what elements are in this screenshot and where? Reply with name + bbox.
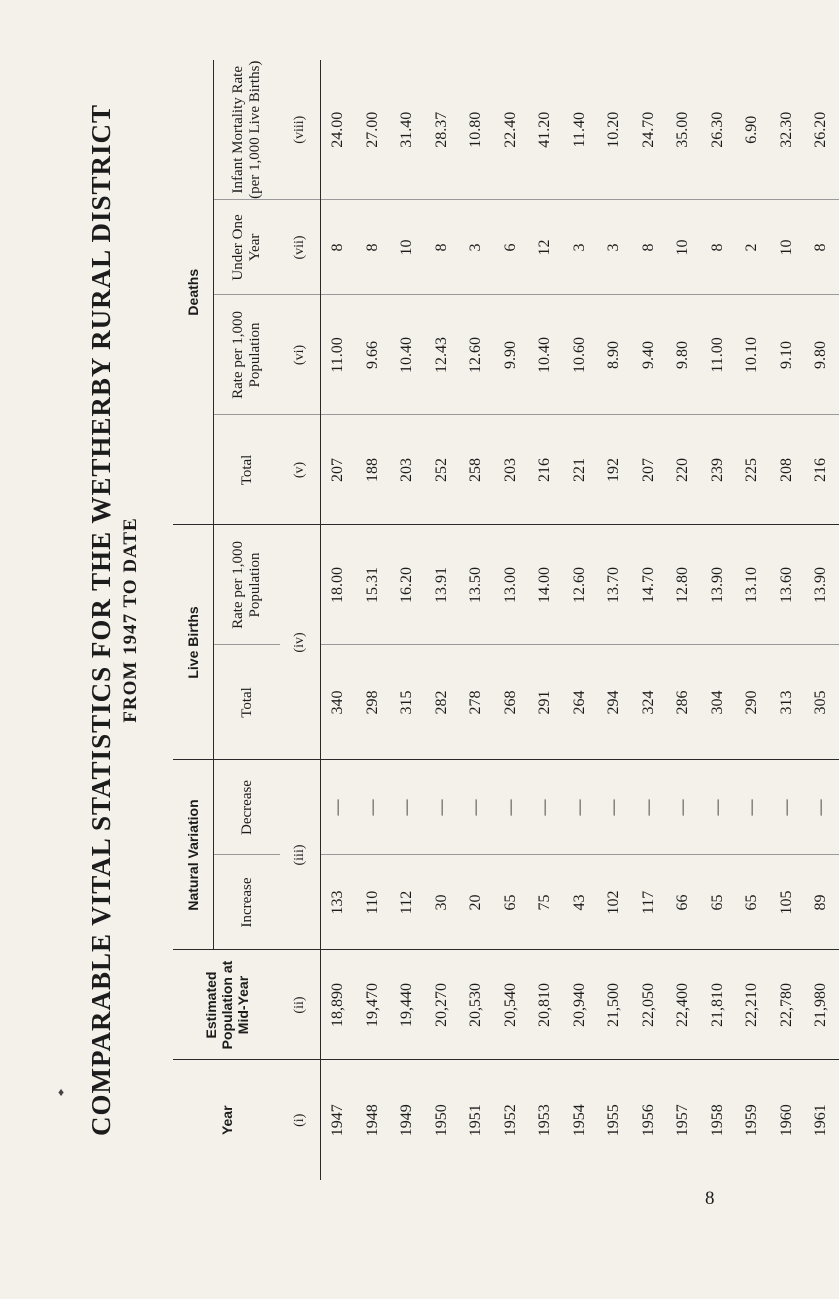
- live-births-rate-cell: 16.20: [390, 525, 425, 645]
- decrease-cell: —: [632, 760, 667, 855]
- deaths-rate-cell: 8.90: [597, 295, 632, 415]
- live-births-total-cell: 298: [356, 645, 391, 760]
- live-births-rate-cell: 15.31: [356, 525, 391, 645]
- increase-cell: 75: [528, 855, 563, 950]
- live-births-rate-cell: 13.10: [735, 525, 770, 645]
- increase-cell: 65: [494, 855, 529, 950]
- table-row: [494, 60, 529, 1180]
- increase-cell: 43: [563, 855, 598, 950]
- live-births-total-cell: 291: [528, 645, 563, 760]
- infant-mortality-cell: 6.90: [735, 60, 770, 200]
- live-births-total-cell: 264: [563, 645, 598, 760]
- increase-cell: 117: [632, 855, 667, 950]
- live-births-total-cell: 340: [321, 645, 356, 760]
- deaths-total-cell: 216: [528, 415, 563, 525]
- live-births-rate-cell: 13.90: [804, 525, 839, 645]
- population-cell: 20,270: [425, 950, 460, 1060]
- live-births-rate-cell: 18.00: [321, 525, 356, 645]
- under-one-year-cell: 12: [528, 200, 563, 295]
- table-row: [356, 60, 391, 1180]
- natural-variation-group-header: Natural Variation: [173, 760, 214, 950]
- under-one-year-cell: 3: [459, 200, 494, 295]
- decrease-cell: —: [666, 760, 701, 855]
- year-cell: 1950: [432, 1104, 450, 1137]
- live-births-total-header: Total: [214, 645, 281, 760]
- under-one-year-cell: 8: [804, 200, 839, 295]
- infant-mortality-cell: 32.30: [770, 60, 805, 200]
- vital-statistics-table: [173, 60, 839, 1180]
- live-births-total-cell: 294: [597, 645, 632, 760]
- under-one-year-cell: 6: [494, 200, 529, 295]
- column-number: (vii): [280, 200, 321, 295]
- column-number: (i): [280, 1060, 321, 1180]
- live-births-rate-cell: 13.70: [597, 525, 632, 645]
- decrease-cell: —: [390, 760, 425, 855]
- deaths-rate-header: Rate per 1,000 Population: [214, 295, 281, 415]
- infant-mortality-cell: 31.40: [390, 60, 425, 200]
- deaths-rate-cell: 12.60: [459, 295, 494, 415]
- deaths-total-cell: 203: [390, 415, 425, 525]
- decrease-cell: —: [563, 760, 598, 855]
- population-cell: 22,400: [666, 950, 701, 1060]
- infant-mortality-cell: 26.30: [701, 60, 736, 200]
- deaths-rate-cell: 11.00: [701, 295, 736, 415]
- increase-cell: 30: [425, 855, 460, 950]
- population-group-header: Estimated Population at Mid-Year: [173, 950, 280, 1060]
- decrease-cell: —: [356, 760, 391, 855]
- deaths-rate-cell: 11.00: [321, 295, 356, 415]
- live-births-rate-cell: 13.60: [770, 525, 805, 645]
- live-births-rate-cell: 14.00: [528, 525, 563, 645]
- deaths-total-cell: 258: [459, 415, 494, 525]
- year-cell: 1960: [777, 1104, 795, 1137]
- deaths-rate-cell: 10.10: [735, 295, 770, 415]
- year-cell: 1954: [570, 1104, 588, 1137]
- deaths-rate-cell: 9.40: [632, 295, 667, 415]
- column-number: (vi): [280, 295, 321, 415]
- deaths-total-cell: 239: [701, 415, 736, 525]
- decrease-cell: —: [528, 760, 563, 855]
- live-births-rate-cell: 14.70: [632, 525, 667, 645]
- deaths-total-cell: 188: [356, 415, 391, 525]
- table-row: [425, 60, 460, 1180]
- table-row: [459, 60, 494, 1180]
- title-block: [80, 60, 160, 1180]
- live-births-total-cell: 290: [735, 645, 770, 760]
- under-one-year-cell: 10: [390, 200, 425, 295]
- infant-mortality-cell: 11.40: [563, 60, 598, 200]
- deaths-rate-cell: 9.10: [770, 295, 805, 415]
- increase-cell: 110: [356, 855, 391, 950]
- under-one-year-cell: 2: [735, 200, 770, 295]
- decrease-header: Decrease: [214, 760, 281, 855]
- table-row: [597, 60, 632, 1180]
- deaths-rate-cell: 9.80: [666, 295, 701, 415]
- decrease-cell: —: [459, 760, 494, 855]
- table-row: [563, 60, 598, 1180]
- deaths-rate-cell: 9.90: [494, 295, 529, 415]
- infant-mortality-cell: 35.00: [666, 60, 701, 200]
- table-row: [666, 60, 701, 1180]
- increase-cell: 112: [390, 855, 425, 950]
- under-one-year-cell: 10: [770, 200, 805, 295]
- population-cell: 22,050: [632, 950, 667, 1060]
- under-one-year-cell: 8: [356, 200, 391, 295]
- live-births-rate-cell: 12.60: [563, 525, 598, 645]
- live-births-total-cell: 286: [666, 645, 701, 760]
- population-cell: 21,980: [804, 950, 839, 1060]
- live-births-total-cell: 282: [425, 645, 460, 760]
- infant-mortality-cell: 24.70: [632, 60, 667, 200]
- infant-mortality-cell: 24.00: [321, 60, 356, 200]
- year-cell: 1956: [639, 1104, 657, 1137]
- decrease-cell: —: [735, 760, 770, 855]
- year-cell: 1958: [708, 1104, 726, 1137]
- decrease-cell: —: [321, 760, 356, 855]
- decrease-cell: —: [770, 760, 805, 855]
- deaths-rate-cell: 9.80: [804, 295, 839, 415]
- deaths-group-header: Deaths: [173, 60, 214, 525]
- year-cell: 1959: [743, 1104, 761, 1137]
- decrease-cell: —: [804, 760, 839, 855]
- population-cell: 20,530: [459, 950, 494, 1060]
- deaths-total-cell: 203: [494, 415, 529, 525]
- year-cell: 1947: [329, 1104, 347, 1137]
- live-births-rate-cell: 13.00: [494, 525, 529, 645]
- under-one-year-cell: 8: [425, 200, 460, 295]
- increase-cell: 133: [321, 855, 356, 950]
- page-number: 8: [705, 1188, 715, 1209]
- increase-cell: 89: [804, 855, 839, 950]
- table-row: [735, 60, 770, 1180]
- deaths-total-header: Total: [214, 415, 281, 525]
- table-row: [390, 60, 425, 1180]
- population-cell: 19,470: [356, 950, 391, 1060]
- live-births-total-cell: 305: [804, 645, 839, 760]
- deaths-total-cell: 208: [770, 415, 805, 525]
- deaths-rate-cell: 10.40: [390, 295, 425, 415]
- year-cell: 1953: [536, 1104, 554, 1137]
- increase-header: Increase: [214, 855, 281, 950]
- rotated-page: [80, 60, 830, 1180]
- under-one-year-cell: 3: [597, 200, 632, 295]
- year-cell: 1951: [467, 1104, 485, 1137]
- population-cell: 19,440: [390, 950, 425, 1060]
- deaths-rate-cell: 9.66: [356, 295, 391, 415]
- year-cell: 1952: [501, 1104, 519, 1137]
- deaths-total-cell: 192: [597, 415, 632, 525]
- population-cell: 20,540: [494, 950, 529, 1060]
- year-cell: 1955: [605, 1104, 623, 1137]
- page-title: COMPARABLE VITAL STATISTICS FOR THE WETHERBY RURAL DISTRICT: [86, 104, 116, 1136]
- population-cell: 18,890: [321, 950, 356, 1060]
- margin-mark: ♦: [58, 1085, 65, 1099]
- infant-mortality-cell: 26.20: [804, 60, 839, 200]
- deaths-total-cell: 207: [632, 415, 667, 525]
- year-cell: 1961: [812, 1104, 830, 1137]
- decrease-cell: —: [494, 760, 529, 855]
- decrease-cell: —: [597, 760, 632, 855]
- deaths-rate-cell: 12.43: [425, 295, 460, 415]
- infant-mortality-header: Infant Mortality Rate (per 1,000 Live Births): [214, 60, 281, 200]
- infant-mortality-cell: 10.20: [597, 60, 632, 200]
- live-births-group-header: Live Births: [173, 525, 214, 760]
- live-births-rate-cell: 13.90: [701, 525, 736, 645]
- live-births-rate-cell: 13.91: [425, 525, 460, 645]
- live-births-total-cell: 324: [632, 645, 667, 760]
- column-number: (v): [280, 415, 321, 525]
- table-row: [701, 60, 736, 1180]
- live-births-total-cell: 278: [459, 645, 494, 760]
- infant-mortality-cell: 27.00: [356, 60, 391, 200]
- infant-mortality-cell: 10.80: [459, 60, 494, 200]
- year-cell: 1948: [363, 1104, 381, 1137]
- live-births-total-cell: 313: [770, 645, 805, 760]
- column-number: (ii): [280, 950, 321, 1060]
- live-births-total-cell: 304: [701, 645, 736, 760]
- table-row: [528, 60, 563, 1180]
- population-cell: 21,810: [701, 950, 736, 1060]
- live-births-total-cell: 315: [390, 645, 425, 760]
- column-number: (iv): [280, 525, 321, 760]
- population-cell: 20,810: [528, 950, 563, 1060]
- live-births-rate-header: Rate per 1,000 Population: [214, 525, 281, 645]
- increase-cell: 65: [735, 855, 770, 950]
- live-births-total-cell: 268: [494, 645, 529, 760]
- under-one-year-cell: 3: [563, 200, 598, 295]
- table-row: [321, 60, 356, 1180]
- infant-mortality-cell: 28.37: [425, 60, 460, 200]
- deaths-total-cell: 207: [321, 415, 356, 525]
- increase-cell: 105: [770, 855, 805, 950]
- deaths-total-cell: 221: [563, 415, 598, 525]
- population-cell: 21,500: [597, 950, 632, 1060]
- year-group-header: Year: [218, 1105, 235, 1136]
- under-one-year-header: Under One Year: [214, 200, 281, 295]
- increase-cell: 102: [597, 855, 632, 950]
- deaths-rate-cell: 10.60: [563, 295, 598, 415]
- under-one-year-cell: 8: [701, 200, 736, 295]
- live-births-rate-cell: 12.80: [666, 525, 701, 645]
- column-number: (iii): [280, 760, 321, 950]
- deaths-total-cell: 220: [666, 415, 701, 525]
- increase-cell: 66: [666, 855, 701, 950]
- deaths-total-cell: 216: [804, 415, 839, 525]
- deaths-total-cell: 225: [735, 415, 770, 525]
- population-cell: 20,940: [563, 950, 598, 1060]
- population-cell: 22,780: [770, 950, 805, 1060]
- infant-mortality-cell: 41.20: [528, 60, 563, 200]
- under-one-year-cell: 8: [632, 200, 667, 295]
- under-one-year-cell: 8: [321, 200, 356, 295]
- increase-cell: 65: [701, 855, 736, 950]
- deaths-rate-cell: 10.40: [528, 295, 563, 415]
- deaths-total-cell: 252: [425, 415, 460, 525]
- page-subtitle: FROM 1947 TO DATE: [120, 517, 141, 723]
- population-cell: 22,210: [735, 950, 770, 1060]
- decrease-cell: —: [701, 760, 736, 855]
- infant-mortality-cell: 22.40: [494, 60, 529, 200]
- under-one-year-cell: 10: [666, 200, 701, 295]
- increase-cell: 20: [459, 855, 494, 950]
- live-births-rate-cell: 13.50: [459, 525, 494, 645]
- column-number: (viii): [280, 60, 321, 200]
- table-row: [770, 60, 805, 1180]
- year-cell: 1949: [398, 1104, 416, 1137]
- year-cell: 1957: [674, 1104, 692, 1137]
- decrease-cell: —: [425, 760, 460, 855]
- table-row: [804, 60, 839, 1180]
- table-row: [632, 60, 667, 1180]
